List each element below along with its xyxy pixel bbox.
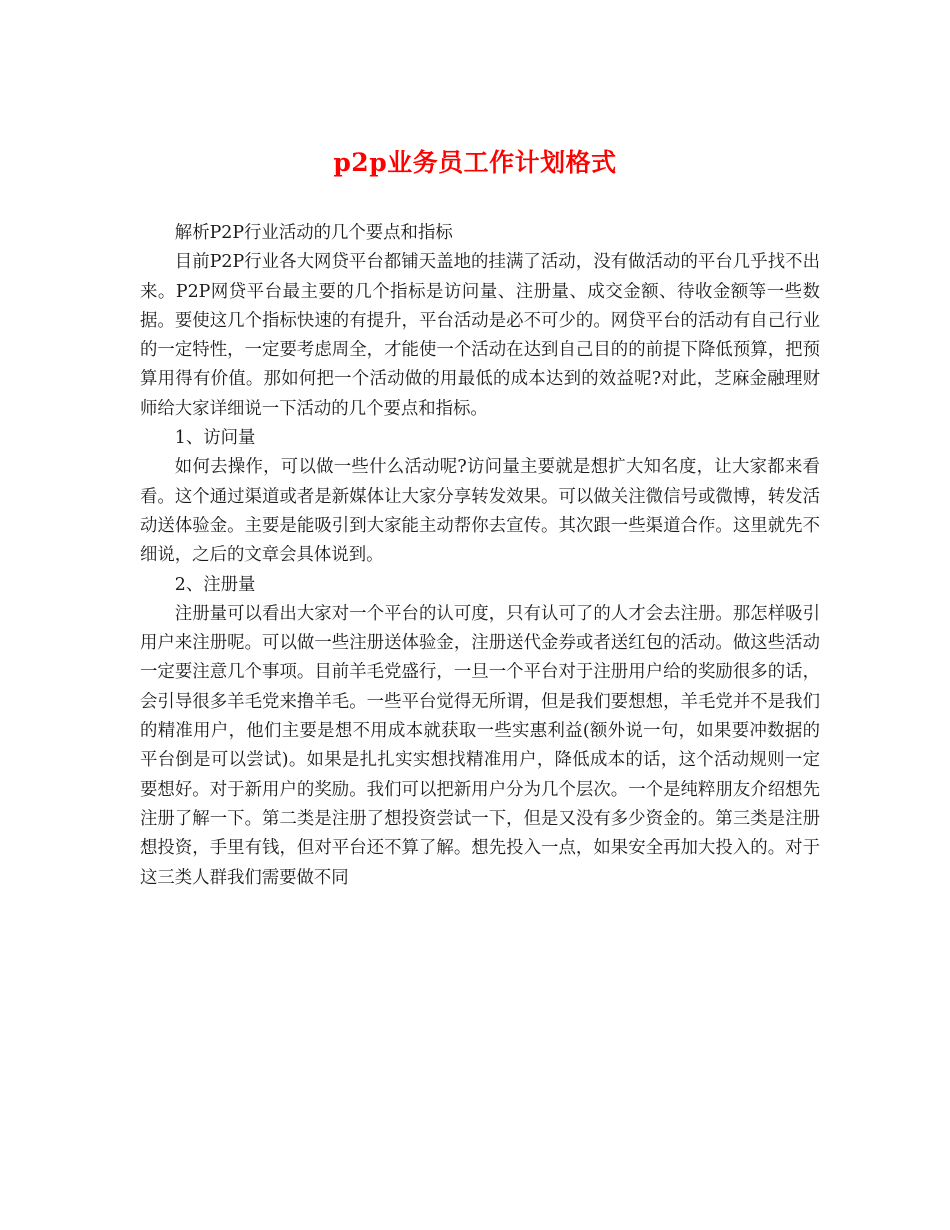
paragraph-visits: 如何去操作，可以做一些什么活动呢?访问量主要就是想扩大知名度，让大家都来看看。这个通过渠道或者是新媒体让大家分享转发效果。可以做关注微信号或微博，转发活动送体验金。主要是能吸引到大家能主动帮你去宣传。其次跟一些渠道合作。这里就先不细说，之后的文章会具体说到。: [140, 457, 820, 566]
paragraph-intro: 目前P2P行业各大网贷平台都铺天盖地的挂满了活动，没有做活动的平台几乎找不出来。P2P网贷平台最主要的几个指标是访问量、注册量、成交金额、待收金额等一些数据。要使这几个指标快速的有提升，平台活动是必不可少的。网贷平台的活动有自己行业的一定特性，一定要考虑周全，才能使一个活动在达到自己目的的前提下降低预算，把预算用得有价值。那如何把一个活动做的用最低的成本达到的效益呢?对此，芝麻金融理财师给大家详细说一下活动的几个要点和指标。: [140, 252, 820, 419]
paragraph-subtitle: 解析P2P行业活动的几个要点和指标: [174, 223, 453, 243]
section-heading-visits: 1、访问量: [174, 428, 256, 449]
paragraph-registrations: 注册量可以看出大家对一个平台的认可度，只有认可了的人才会去注册。那怎样吸引用户来注册呢。可以做一些注册送体验金，注册送代金券或者送红包的活动。做这些活动一定要注意几个事项。目前羊毛党盛行，一旦一个平台对于注册用户给的奖励很多的话，会引导很多羊毛党来撸羊毛。一些平台觉得无所谓，但是我们要想想，羊毛党并不是我们的精准用户，他们主要是想不用成本就获取一些实惠利益(额外说一句，如果要冲数据的平台倒是可以尝试)。如果是扎扎实实想找精准用户，降低成本的话，这个活动规则一定要想好。对于新用户的奖励。我们可以把新用户分为几个层次。一个是纯粹朋友介绍想先注册了解一下。第二类是注册了想投资尝试一下，但是又没有多少资金的。第三类是注册想投资，手里有钱，但对平台还不算了解。想先投入一点，如果安全再加大投入的。对于这三类人群我们需要做不同: [140, 603, 820, 888]
section-heading-registrations: 2、注册量: [174, 574, 256, 595]
document-title: p2p业务员工作计划格式: [333, 148, 617, 177]
document-body: [140, 219, 820, 893]
